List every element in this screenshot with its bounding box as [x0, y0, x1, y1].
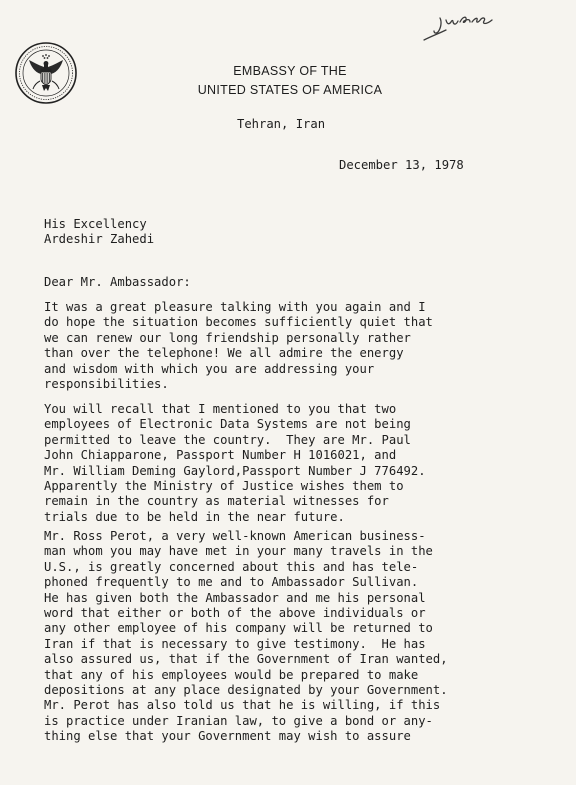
paragraph-line: man whom you may have met in your many travels in the	[44, 544, 433, 559]
recipient-name: Ardeshir Zahedi	[44, 232, 155, 246]
letterhead-line-1: EMBASSY OF THE	[233, 64, 347, 78]
paragraph-line: permitted to leave the country. They are Mr. Paul	[44, 432, 411, 447]
paragraph-3	[44, 529, 564, 745]
handwritten-annotation-icon	[420, 6, 498, 46]
paragraph-line: also assured us, that if the Government of Iran wanted,	[44, 652, 448, 667]
paragraph-line: John Chiapparone, Passport Number H 1016021, and	[44, 448, 397, 463]
letterhead-line-2: UNITED STATES OF AMERICA	[197, 83, 383, 97]
paragraph-line: He has given both the Ambassador and me his personal	[44, 590, 426, 605]
letter-date: December 13, 1978	[339, 158, 464, 172]
paragraph-line: Apparently the Ministry of Justice wishes them to	[44, 479, 404, 494]
paragraph-line: Mr. Ross Perot, a very well-known American business-	[44, 529, 426, 543]
paragraph-line: do hope the situation becomes sufficiently quiet that	[44, 315, 433, 330]
paragraph-2	[44, 402, 564, 525]
paragraph-line: that any of his employees would be prepared to make	[44, 667, 419, 682]
paragraph-line: thing else that your Government may wish to assure	[44, 729, 411, 744]
paragraph-line: than over the telephone! We all admire the energy	[44, 346, 404, 361]
recipient-title: His Excellency	[44, 217, 147, 231]
paragraph-line: we can renew our long friendship personally rather	[44, 330, 411, 345]
paragraph-line: responsibilities.	[44, 377, 169, 392]
paragraph-line: Mr. Perot has also told us that he is willing, if this	[44, 698, 441, 713]
paragraph-1	[44, 300, 564, 392]
paragraph-line: and wisdom with which you are addressing your	[44, 361, 375, 376]
paragraph-line: remain in the country as material witnesses for	[44, 494, 389, 509]
paragraph-line: Mr. William Deming Gaylord,Passport Number J 776492.	[44, 463, 426, 478]
paragraph-line: any other employee of his company will be returned to	[44, 621, 433, 636]
paragraph-line: depositions at any place designated by your Government.	[44, 683, 448, 698]
paragraph-line: word that either or both of the above individuals or	[44, 606, 426, 621]
paragraph-line: phoned frequently to me and to Ambassador Sullivan.	[44, 575, 419, 590]
city-line: Tehran, Iran	[237, 117, 326, 131]
paragraph-line: It was a great pleasure talking with you again and I	[44, 300, 426, 314]
salutation: Dear Mr. Ambassador:	[44, 275, 191, 289]
paragraph-line: trials due to be held in the near future.	[44, 509, 345, 524]
paragraph-line: You will recall that I mentioned to you that two	[44, 402, 397, 416]
paragraph-line: employees of Electronic Data Systems are not being	[44, 417, 411, 432]
paragraph-line: U.S., is greatly concerned about this and has tele-	[44, 559, 419, 574]
great-seal-icon	[14, 41, 78, 105]
paragraph-line: is practice under Iranian law, to give a bond or any-	[44, 713, 433, 728]
paragraph-line: Iran if that is necessary to give testimony. He has	[44, 636, 426, 651]
